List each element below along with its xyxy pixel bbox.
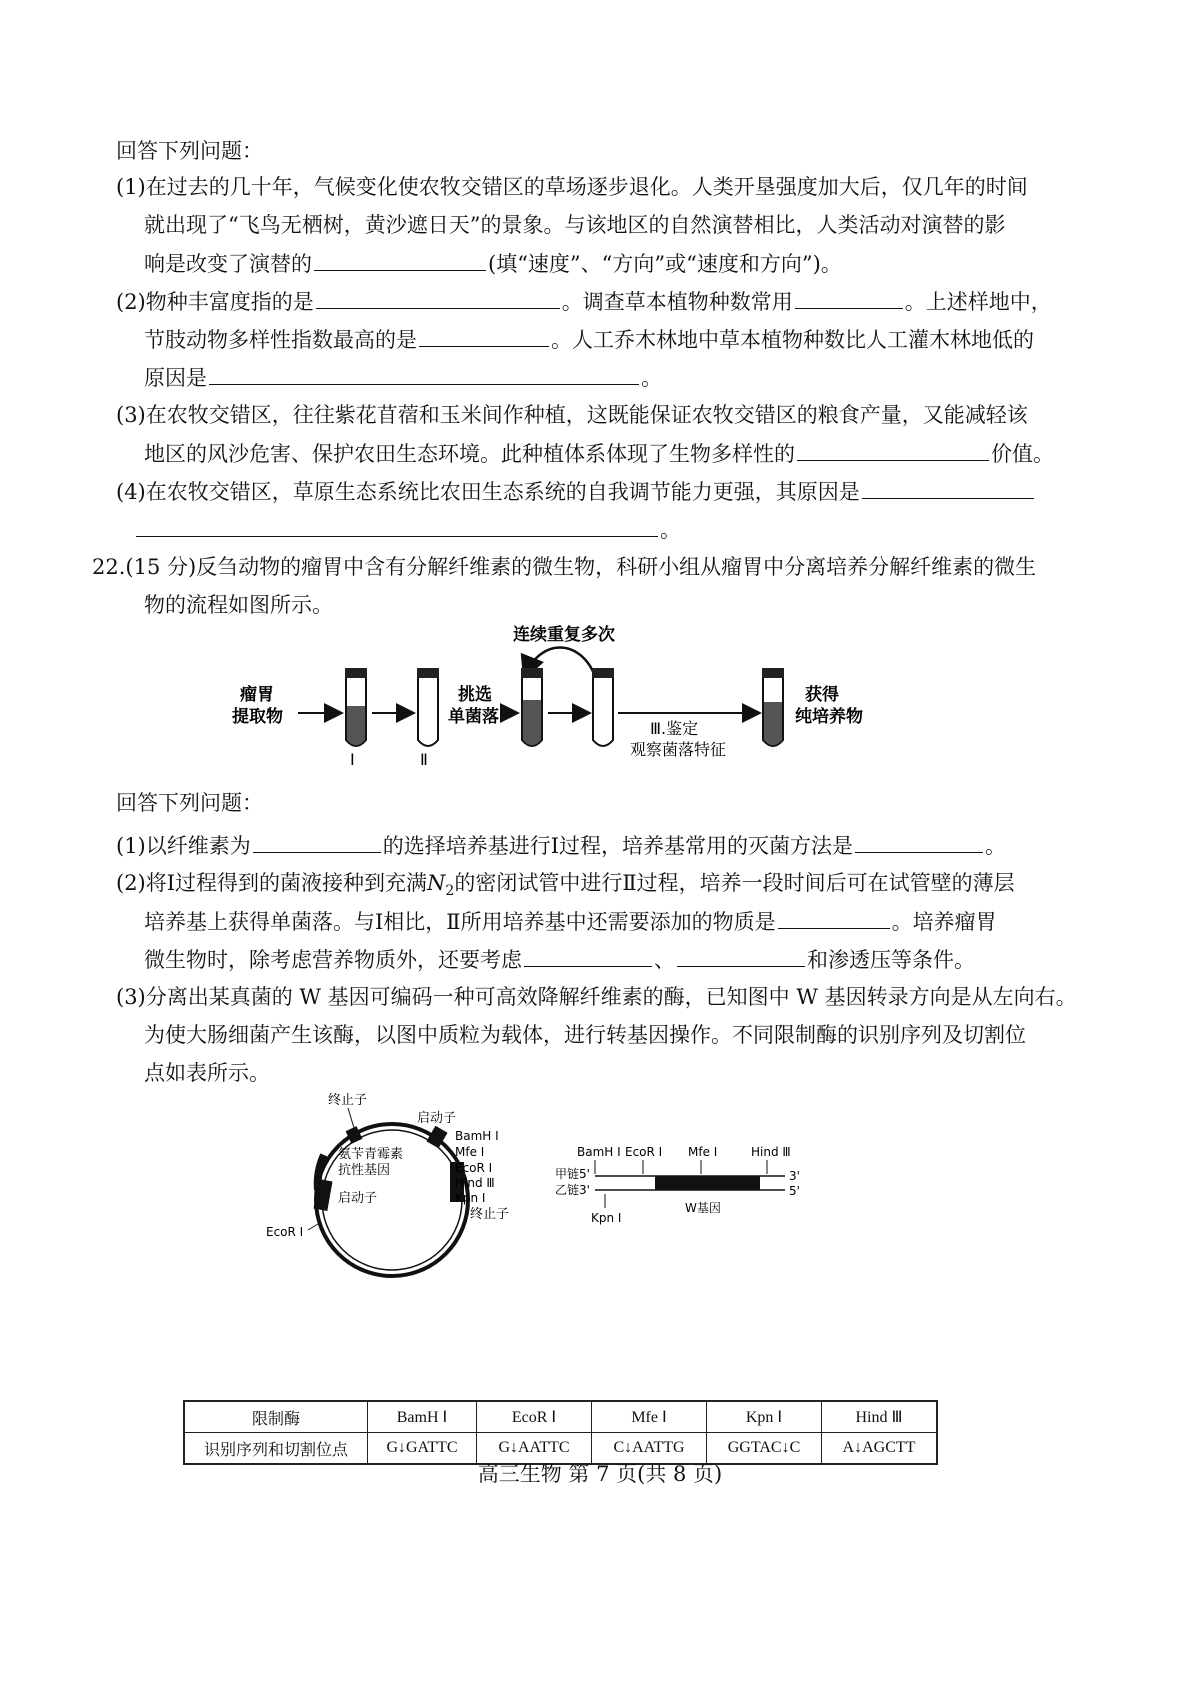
strand-a-label: 甲链5': [555, 1167, 590, 1181]
q2-line2: [144, 324, 1034, 355]
s2-line3-a: 微生物时，除考虑营养物质外，还要考虑: [144, 948, 522, 972]
repeat-label: 连续重复多次: [513, 625, 615, 645]
bamh-site-label: BamH Ⅰ: [455, 1129, 499, 1143]
answer-blank[interactable]: [778, 906, 890, 929]
s1-b: 的选择培养基进行Ⅰ过程，培养基常用的灭菌方法是: [382, 834, 854, 858]
tube-2-label: Ⅱ: [420, 750, 428, 768]
terminator-label-top: 终止子: [328, 1093, 368, 1108]
q2-line1-b: 。调查草本植物种数常用: [561, 290, 793, 314]
answer-blank[interactable]: [797, 438, 989, 461]
q2-line1: [116, 286, 1052, 317]
s2-line3-b: 、: [654, 948, 675, 972]
q1-line1: (1)在过去的几十年，气候变化使农牧交错区的草场逐步退化。人类开垦强度加大后，仅几年的时间: [116, 175, 1028, 199]
s2-line1: [116, 868, 1015, 906]
w-gene-block: [655, 1176, 760, 1190]
hind-site-label: Hind Ⅲ: [455, 1176, 495, 1190]
q2-line2-a: 节肢动物多样性指数最高的是: [144, 328, 417, 352]
q3-line2-b: 价值。: [991, 442, 1054, 466]
table-cell: G↓GATTC: [368, 1433, 477, 1465]
table-header-cell: Mfe Ⅰ: [592, 1401, 707, 1433]
w-gene-diagram: [555, 1140, 825, 1230]
q4-line2-text: 。: [660, 518, 681, 542]
gene-hind-label: Hind Ⅲ: [751, 1145, 791, 1159]
gene-ecor-label: EcoR Ⅰ: [625, 1145, 663, 1159]
table-header-cell: Kpn Ⅰ: [707, 1401, 822, 1433]
answer-blank[interactable]: [253, 830, 381, 853]
q1-line3-a: 响是改变了演替的: [144, 252, 312, 276]
table-row: [184, 1401, 937, 1433]
w-gene-label: W基因: [685, 1201, 721, 1215]
s2-line2-a: 培养基上获得单菌落。与Ⅰ相比，Ⅱ所用培养基中还需要添加的物质是: [144, 910, 776, 934]
s1-line: [116, 830, 1006, 861]
identify-label-2: 观察菌落特征: [630, 740, 727, 759]
gene-mfe-label: Mfe Ⅰ: [688, 1145, 718, 1159]
q4-line1: [116, 476, 1036, 507]
resistance-gene-label-2: 抗性基因: [338, 1163, 391, 1178]
q22-line2: 物的流程如图所示。: [144, 593, 333, 617]
gene-end-3-label: 3': [789, 1169, 800, 1183]
start-label-2: 提取物: [232, 707, 283, 727]
pick-label-2: 单菌落: [448, 707, 499, 727]
test-tube-5: [762, 668, 784, 746]
q1-line2: 就出现了“飞鸟无栖树，黄沙遮日天”的景象。与该地区的自然演替相比，人类活动对演替的影: [144, 213, 1006, 237]
plasmid-diagram: [262, 1090, 542, 1280]
gene-bamh-label: BamH Ⅰ: [577, 1145, 621, 1159]
s3-line2: 为使大肠细菌产生该酶，以图中质粒为载体，进行转基因操作。不同限制酶的识别序列及切割位: [144, 1023, 1026, 1047]
q2-line1-c: 。上述样地中，: [904, 290, 1052, 314]
test-tube-2: [417, 668, 439, 746]
intro-text-2: 回答下列问题：: [116, 791, 263, 815]
mfe-site-label: Mfe Ⅰ: [455, 1145, 485, 1159]
promoter-label-top: 启动子: [417, 1111, 457, 1126]
answer-blank[interactable]: [136, 514, 658, 537]
resistance-gene-label-1: 氨苄青霉素: [338, 1147, 404, 1162]
table-header-cell: EcoR Ⅰ: [477, 1401, 592, 1433]
n2-symbol: N: [427, 871, 446, 895]
table-cell: C↓AATTG: [592, 1433, 707, 1465]
ecor-site-label: EcoR Ⅰ: [455, 1161, 493, 1175]
s1-a: (1)以纤维素为: [116, 834, 251, 858]
promoter-label-inner: 启动子: [338, 1191, 378, 1206]
q3-line2: [144, 438, 1054, 469]
intro-text: 回答下列问题：: [116, 139, 263, 163]
s2-line3: [144, 944, 975, 975]
end-label-1: 获得: [805, 685, 839, 705]
q4-line1-text: (4)在农牧交错区，草原生态系统比农田生态系统的自我调节能力更强，其原因是: [116, 480, 860, 504]
s2-line1-b: 的密闭试管中进行Ⅱ过程，培养一段时间后可在试管壁的薄层: [454, 871, 1015, 895]
tube-1-label: Ⅰ: [350, 750, 355, 768]
s2-line1-a: (2)将Ⅰ过程得到的菌液接种到充满: [116, 871, 428, 895]
s3-line3: 点如表所示。: [144, 1061, 270, 1085]
q1-line3-b: (填“速度”、“方向”或“速度和方向”)。: [488, 252, 842, 276]
test-tube-4: [592, 668, 614, 746]
culture-flow-diagram: [230, 618, 880, 768]
identify-label-1: Ⅲ.鉴定: [650, 719, 699, 738]
answer-blank[interactable]: [419, 324, 549, 347]
gene-end-5-label: 5': [789, 1184, 800, 1198]
table-row-label: 识别序列和切割位点: [184, 1433, 368, 1465]
answer-blank[interactable]: [316, 286, 560, 309]
test-tube-3: [521, 668, 543, 746]
answer-blank[interactable]: [855, 830, 983, 853]
strand-b-label: 乙链3': [555, 1183, 590, 1197]
q2-line3-a: 原因是: [144, 366, 207, 390]
q3-line2-a: 地区的风沙危害、保护农田生态环境。此种植体系体现了生物多样性的: [144, 442, 795, 466]
q22-line1: 22.(15 分)反刍动物的瘤胃中含有分解纤维素的微生物，科研小组从瘤胃中分离培养分解纤维素的微生: [92, 555, 1037, 579]
table-header-cell: BamH Ⅰ: [368, 1401, 477, 1433]
answer-blank[interactable]: [677, 944, 805, 967]
gene-kpn-label: Kpn Ⅰ: [591, 1211, 622, 1225]
table-cell: G↓AATTC: [477, 1433, 592, 1465]
restriction-enzyme-table: [183, 1400, 938, 1465]
table-cell: GGTAC↓C: [707, 1433, 822, 1465]
s3-line1: (3)分离出某真菌的 W 基因可编码一种可高效降解纤维素的酶，已知图中 W 基因转录方向是从左向右。: [116, 985, 1077, 1009]
q4-line2: [134, 514, 681, 545]
answer-blank[interactable]: [209, 362, 639, 385]
s2-line3-c: 和渗透压等条件。: [807, 948, 975, 972]
n2-subscript: 2: [445, 883, 455, 900]
table-header-cell: Hind Ⅲ: [822, 1401, 938, 1433]
s2-line2-b: 。培养瘤胃: [891, 910, 997, 934]
q3-line1: (3)在农牧交错区，往往紫花苜蓿和玉米间作种植，这既能保证农牧交错区的粮食产量，又能减轻该: [116, 403, 1028, 427]
kpn-site-label: Kpn Ⅰ: [455, 1191, 486, 1205]
pick-label-1: 挑选: [458, 685, 492, 705]
answer-blank[interactable]: [795, 286, 903, 309]
table-cell: A↓AGCTT: [822, 1433, 938, 1465]
ecor-left-label: EcoR Ⅰ: [266, 1225, 304, 1239]
q2-line3-b: 。: [641, 366, 662, 390]
answer-blank[interactable]: [862, 476, 1034, 499]
q1-line3: [144, 248, 842, 279]
q2-line1-a: (2)物种丰富度指的是: [116, 290, 314, 314]
test-tube-1: [345, 668, 367, 746]
terminator-label-bottom: 终止子: [470, 1207, 510, 1222]
s2-line2: [144, 906, 997, 937]
page-footer: 高三生物 第 7 页(共 8 页): [477, 1462, 723, 1486]
q2-line3: [144, 362, 662, 393]
s1-c: 。: [985, 834, 1007, 858]
end-label-2: 纯培养物: [795, 707, 863, 727]
table-header-cell: 限制酶: [184, 1401, 368, 1433]
start-label-1: 瘤胃: [240, 685, 274, 705]
answer-blank[interactable]: [524, 944, 652, 967]
answer-blank[interactable]: [314, 248, 486, 271]
q2-line2-b: 。人工乔木林地中草本植物种数比人工灌木林地低的: [551, 328, 1034, 352]
